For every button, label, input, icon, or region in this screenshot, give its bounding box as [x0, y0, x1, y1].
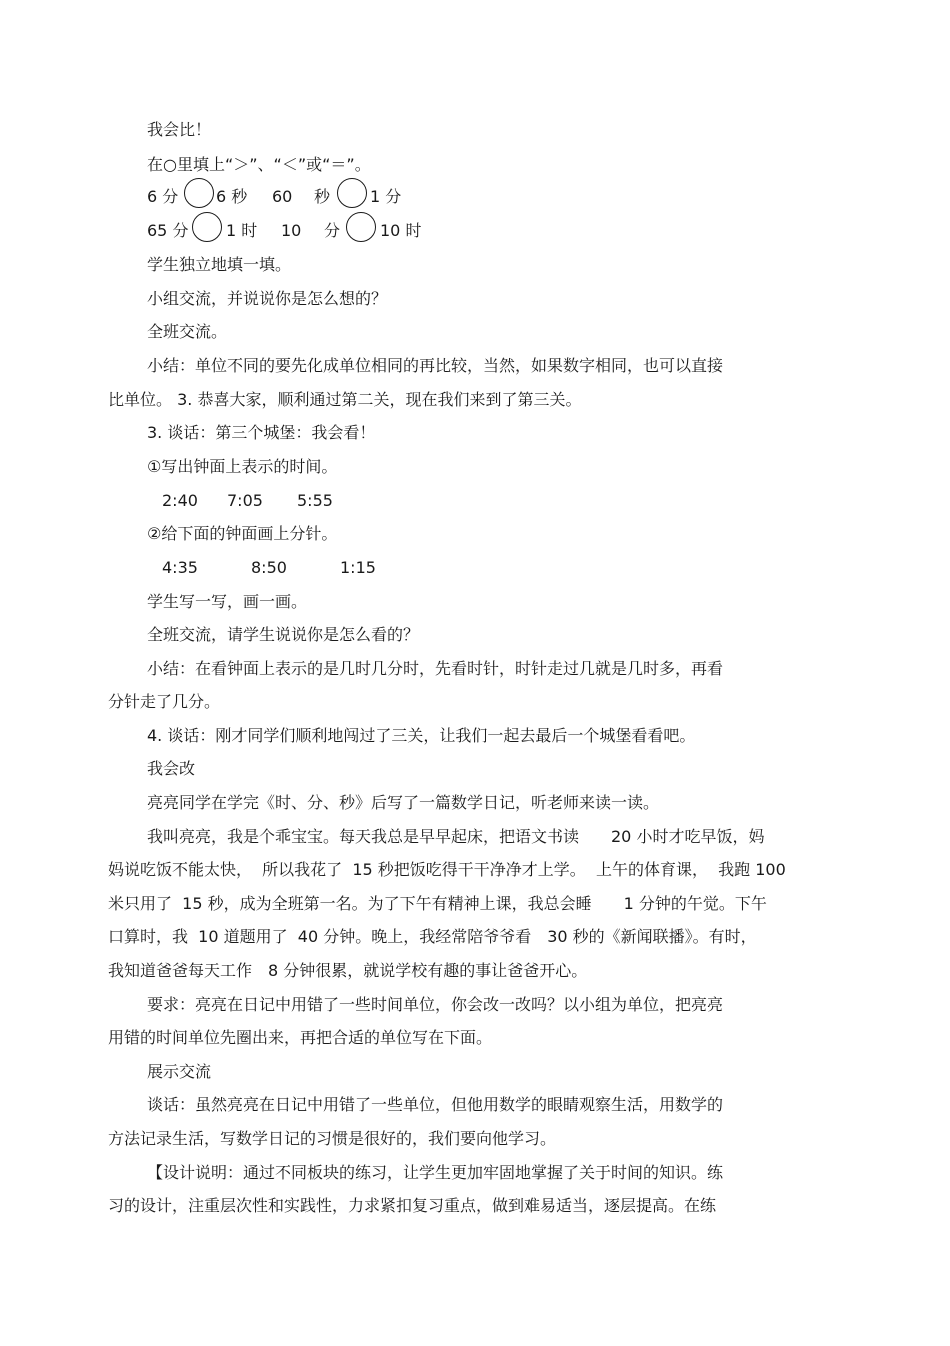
time-value: 2:40 — [162, 491, 198, 510]
diary-line: 我知道爸爸每天工作 8 分钟很累，就说学校有趣的事让爸爸开心。 — [108, 961, 588, 980]
section-title-share: 展示交流 — [147, 1062, 212, 1081]
paragraph: 小结：单位不同的要先化成单位相同的再比较，当然，如果数字相同，也可以直接 — [147, 356, 724, 375]
diary-line: 妈说吃饭不能太快， 所以我花了 15 秒把饭吃得干干净净才上学。 上午的体育课， 我跑 100 — [108, 860, 786, 879]
diary-line: 口算时，我 10 道题用了 40 分钟。晚上，我经常陪爷爷看 30 秒的《新闻联播》。有时， — [108, 927, 757, 946]
paragraph: ①写出钟面上表示的时间。 — [147, 457, 338, 476]
paragraph: 比单位。 3. 恭喜大家，顺利通过第二关，现在我们来到了第三关。 — [108, 390, 582, 409]
paragraph: 谈话：虽然亮亮在日记中用错了一些单位，但他用数学的眼睛观察生活，用数学的 — [147, 1095, 724, 1114]
paragraph: 全班交流，请学生说说你是怎么看的？ — [147, 625, 420, 644]
section-title-correct: 我会改 — [147, 759, 196, 778]
compare-left-4-unit: 分 — [324, 221, 341, 240]
paragraph: 方法记录生活，写数学日记的习惯是很好的，我们要向他学习。 — [108, 1129, 557, 1148]
paragraph: 要求：亮亮在日记中用错了一些时间单位，你会改一改吗？以小组为单位，把亮亮 — [147, 995, 724, 1014]
paragraph: 亮亮同学在学完《时、分、秒》后写了一篇数学日记，听老师来读一读。 — [147, 793, 660, 812]
time-value: 8:50 — [251, 558, 287, 577]
paragraph: 4. 谈话：刚才同学们顺利地闯过了三关，让我们一起去最后一个城堡看看吧。 — [147, 726, 696, 745]
compare-right-2: 1 分 — [370, 187, 402, 206]
compare-right-3: 1 时 — [226, 221, 258, 240]
paragraph: 分针走了几分。 — [108, 692, 221, 711]
instruction-text: 在○里填上“＞”、“＜”或“＝”。 — [147, 155, 371, 174]
design-note: 【设计说明：通过不同板块的练习，让学生更加牢固地掌握了关于时间的知识。练 — [147, 1163, 724, 1182]
blank-circle-2[interactable] — [337, 178, 367, 208]
paragraph: ②给下面的钟面画上分针。 — [147, 524, 338, 543]
paragraph: 用错的时间单位先圈出来，再把合适的单位写在下面。 — [108, 1028, 493, 1047]
blank-circle-4[interactable] — [346, 212, 376, 242]
time-value: 7:05 — [227, 491, 263, 510]
time-value: 1:15 — [340, 558, 376, 577]
compare-left-3: 65 分 — [147, 221, 189, 240]
section-title-compare: 我会比！ — [147, 120, 212, 139]
paragraph: 小结：在看钟面上表示的是几时几分时，先看时针，时针走过几就是几时多，再看 — [147, 659, 724, 678]
compare-left-4-num: 10 — [281, 221, 302, 240]
compare-right-4: 10 时 — [380, 221, 422, 240]
paragraph: 小组交流，并说说你是怎么想的？ — [147, 289, 388, 308]
compare-right-1: 6 秒 — [216, 187, 248, 206]
paragraph: 全班交流。 — [147, 322, 228, 341]
paragraph: 学生独立地填一填。 — [147, 255, 292, 274]
diary-line: 我叫亮亮，我是个乖宝宝。每天我总是早早起床，把语文书读 20 小时才吃早饭，妈 — [147, 827, 765, 846]
blank-circle-1[interactable] — [184, 178, 214, 208]
time-value: 4:35 — [162, 558, 198, 577]
paragraph: 3. 谈话：第三个城堡：我会看！ — [147, 423, 376, 442]
blank-circle-3[interactable] — [192, 212, 222, 242]
compare-left-2-unit: 秒 — [314, 187, 331, 206]
diary-line: 米只用了 15 秒，成为全班第一名。为了下午有精神上课，我总会睡 1 分钟的午觉。下午 — [108, 894, 767, 913]
paragraph: 学生写一写，画一画。 — [147, 592, 308, 611]
compare-left-1: 6 分 — [147, 187, 179, 206]
time-value: 5:55 — [297, 491, 333, 510]
design-note: 习的设计，注重层次性和实践性，力求紧扣复习重点，做到难易适当，逐层提高。在练 — [108, 1196, 717, 1215]
compare-left-2-num: 60 — [272, 187, 293, 206]
